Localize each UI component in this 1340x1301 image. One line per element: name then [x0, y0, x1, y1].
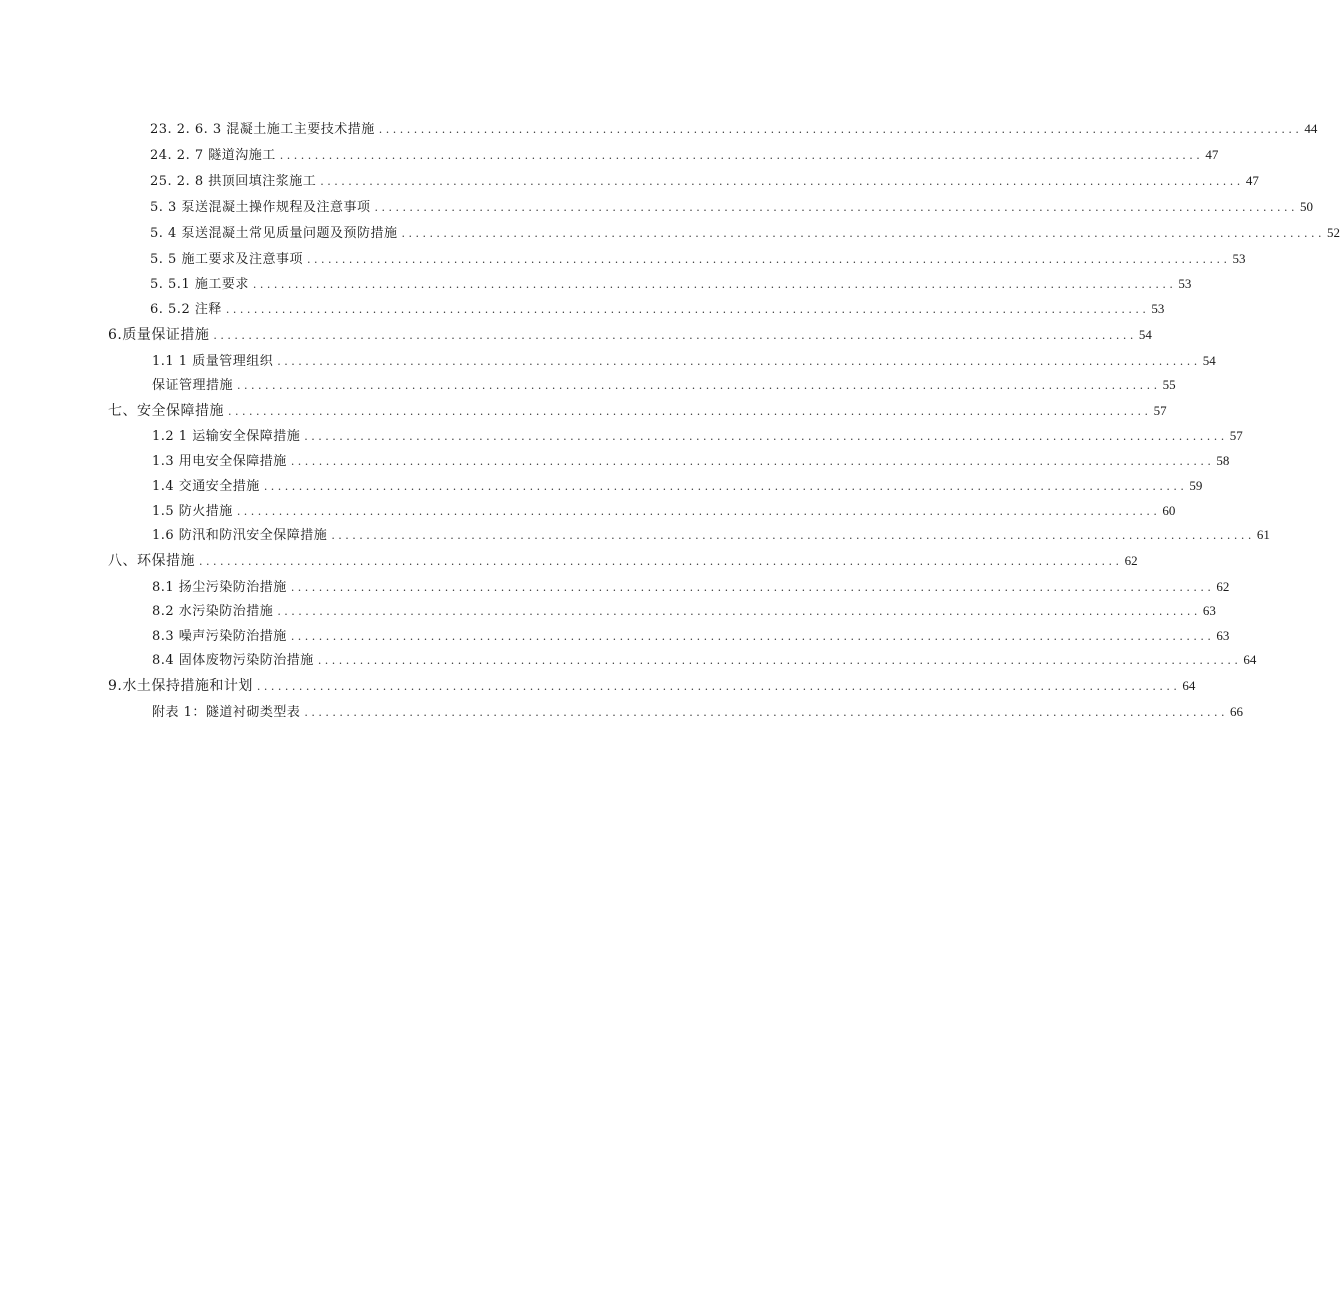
toc-entry-label: 8.3 噪声污染防治措施	[152, 629, 287, 644]
toc-entry-label: 附表 1：隧道衬砌类型表	[152, 705, 301, 720]
toc-entry-label: 1.6 防汛和防汛安全保障措施	[152, 528, 328, 543]
toc-entry[interactable]	[150, 146, 1219, 165]
toc-entry-label: 5. 4 泵送混凝土常见质量问题及预防措施	[150, 226, 398, 241]
toc-entry-page: 64	[1243, 652, 1257, 667]
toc-leader-dots: ....................................................................................................................................	[263, 480, 1188, 493]
toc-entry-label: 8.4 固体废物污染防治措施	[152, 653, 314, 668]
toc-entry[interactable]	[150, 172, 1259, 191]
toc-entry-label: 5. 5 施工要求及注意事项	[150, 252, 303, 267]
toc-entry-page: 64	[1182, 678, 1196, 693]
toc-entry-page: 61	[1256, 527, 1270, 542]
toc-entry-page: 55	[1162, 377, 1176, 392]
toc-entry[interactable]	[150, 224, 1340, 243]
toc-entry-label: 八、环保措施	[108, 553, 195, 569]
toc-leader-dots: ....................................................................................................................................	[228, 405, 1152, 418]
toc-entry-label: 8.1 扬尘污染防治措施	[152, 580, 287, 595]
toc-leader-dots: ....................................................................................................................................	[290, 630, 1215, 643]
toc-leader-dots: ....................................................................................................................................	[378, 123, 1303, 136]
toc-entry-label: 1.2 1 运输安全保障措施	[152, 429, 301, 444]
toc-leader-dots: ....................................................................................................................................	[225, 303, 1150, 316]
toc-entry[interactable]	[150, 250, 1246, 269]
toc-leader-dots: ....................................................................................................................................	[199, 555, 1123, 568]
toc-entry[interactable]	[152, 452, 1230, 471]
toc-entry[interactable]	[152, 703, 1243, 722]
toc-leader-dots: ....................................................................................................................................	[306, 253, 1231, 266]
toc-entry-page: 59	[1189, 478, 1203, 493]
toc-entry-page: 62	[1124, 553, 1138, 568]
toc-entry[interactable]	[152, 376, 1176, 395]
toc-entry-page: 47	[1245, 173, 1259, 188]
toc-entry[interactable]	[152, 477, 1203, 496]
toc-entry-page: 53	[1178, 276, 1192, 291]
toc-leader-dots: ....................................................................................................................................	[277, 355, 1201, 368]
toc-entry-label: 1.5 防火措施	[152, 504, 233, 519]
toc-entry[interactable]	[108, 552, 1138, 571]
toc-entry[interactable]	[152, 427, 1243, 446]
toc-entry[interactable]	[150, 300, 1165, 319]
toc-entry-page: 54	[1202, 353, 1216, 368]
toc-entry[interactable]	[152, 526, 1270, 545]
toc-entry-page: 58	[1216, 453, 1230, 468]
toc-leader-dots: ....................................................................................................................................	[252, 278, 1177, 291]
toc-entry[interactable]	[152, 651, 1257, 670]
toc-entry-label: 1.1 1 质量管理组织	[152, 354, 274, 369]
toc-entry-label: 1.3 用电安全保障措施	[152, 454, 287, 469]
toc-leader-dots: ....................................................................................................................................	[320, 175, 1244, 188]
toc-entry[interactable]	[152, 602, 1216, 621]
toc-entry-label: 24. 2. 7 隧道沟施工	[150, 148, 276, 163]
toc-entry-page: 63	[1216, 628, 1230, 643]
toc-leader-dots: ....................................................................................................................................	[237, 379, 1161, 392]
toc-entry-page: 60	[1162, 503, 1176, 518]
toc-entry[interactable]	[152, 627, 1230, 646]
toc-entry[interactable]	[150, 275, 1192, 294]
toc-entry-page: 44	[1304, 121, 1318, 136]
toc-entry-page: 57	[1153, 403, 1167, 418]
toc-entry-page: 57	[1229, 428, 1243, 443]
toc-leader-dots: ....................................................................................................................................	[213, 329, 1137, 342]
toc-leader-dots: ....................................................................................................................................	[304, 430, 1228, 443]
toc-entry-label: 1.4 交通安全措施	[152, 479, 260, 494]
toc-entry-label: 8.2 水污染防治措施	[152, 604, 274, 619]
toc-leader-dots: ....................................................................................................................................	[401, 227, 1326, 240]
toc-entry-label: 5. 5.1 施工要求	[150, 277, 249, 292]
toc-entry[interactable]	[150, 198, 1314, 217]
toc-entry-label: 9.水土保持措施和计划	[108, 678, 253, 694]
toc-entry-label: 6.质量保证措施	[108, 327, 210, 343]
toc-entry-label: 23. 2. 6. 3 混凝土施工主要技术措施	[150, 122, 375, 137]
toc-entry-page: 52	[1327, 225, 1340, 240]
toc-entry-page: 62	[1216, 579, 1230, 594]
toc-entry[interactable]	[150, 120, 1318, 139]
toc-entry[interactable]	[152, 352, 1216, 371]
toc-entry-page: 66	[1229, 704, 1243, 719]
toc-entry-page: 50	[1300, 199, 1314, 214]
toc-leader-dots: ....................................................................................................................................	[317, 654, 1242, 667]
toc-entry-page: 53	[1151, 301, 1165, 316]
toc-leader-dots: ....................................................................................................................................	[279, 149, 1204, 162]
toc-entry-label: 25. 2. 8 拱顶回填注浆施工	[150, 174, 317, 189]
toc-leader-dots: ....................................................................................................................................	[331, 529, 1255, 542]
toc-entry-page: 63	[1202, 603, 1216, 618]
toc-entry-page: 53	[1232, 251, 1246, 266]
toc-leader-dots: ....................................................................................................................................	[374, 201, 1299, 214]
toc-entry[interactable]	[152, 502, 1176, 521]
toc-entry[interactable]	[152, 578, 1230, 597]
toc-leader-dots: ....................................................................................................................................	[236, 505, 1161, 518]
toc-leader-dots: ....................................................................................................................................	[256, 680, 1181, 693]
toc-entry[interactable]	[108, 677, 1196, 696]
toc-entry-label: 5. 3 泵送混凝土操作规程及注意事项	[150, 200, 371, 215]
toc-leader-dots: ....................................................................................................................................	[277, 605, 1201, 618]
toc-entry-page: 47	[1205, 147, 1219, 162]
toc-entry-label: 七、安全保障措施	[108, 403, 224, 419]
toc-leader-dots: ....................................................................................................................................	[290, 455, 1215, 468]
toc-entry-label: 6. 5.2 注释	[150, 302, 222, 317]
toc-leader-dots: ....................................................................................................................................	[304, 706, 1228, 719]
toc-entry-label: 保证管理措施	[152, 378, 234, 393]
toc-entry[interactable]	[108, 326, 1152, 345]
toc-entry[interactable]	[108, 402, 1167, 421]
toc-entry-page: 54	[1138, 327, 1152, 342]
toc-leader-dots: ....................................................................................................................................	[290, 581, 1215, 594]
